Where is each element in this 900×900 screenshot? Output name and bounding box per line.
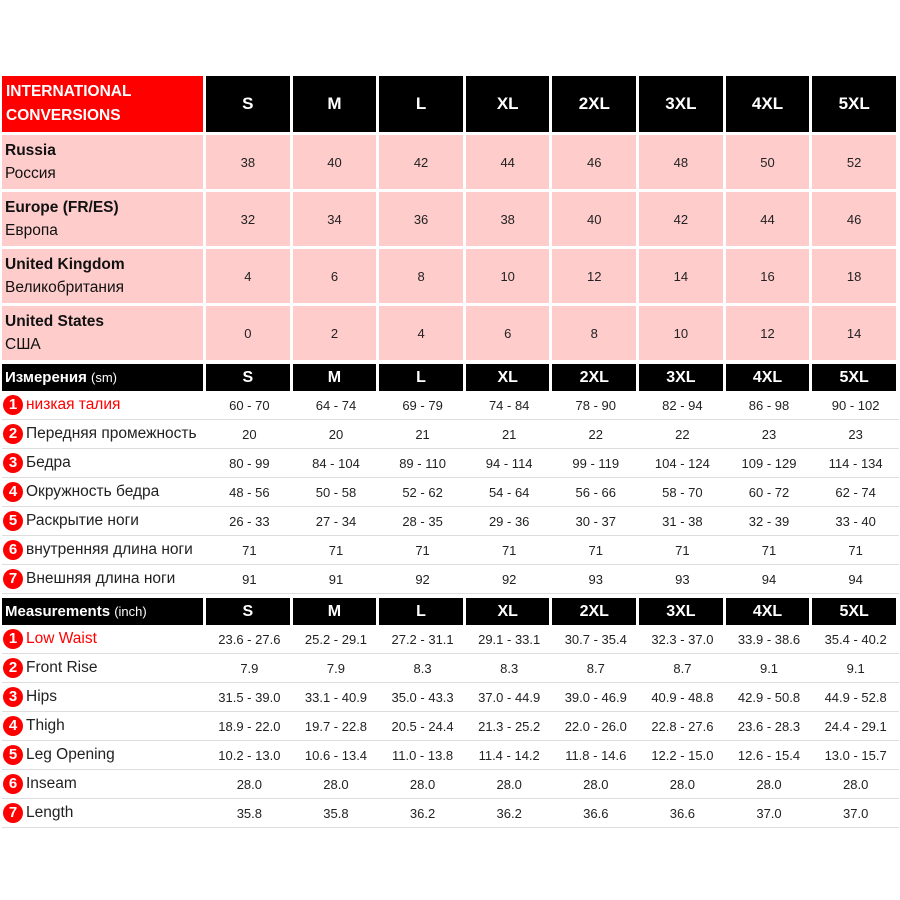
measurement-label bbox=[2, 565, 206, 594]
measurement-value-cell: 56 - 66 bbox=[552, 478, 639, 507]
conversion-value-cell: 6 bbox=[293, 246, 380, 303]
measurement-label bbox=[2, 449, 206, 478]
measurement-value-cell: 80 - 99 bbox=[206, 449, 293, 478]
conversion-value-cell: 44 bbox=[726, 189, 813, 246]
measurements-unit: (sm) bbox=[91, 370, 118, 385]
measurement-value-cell: 20 bbox=[206, 420, 293, 449]
measurement-row bbox=[2, 683, 899, 712]
measurement-value-cell: 52 - 62 bbox=[379, 478, 466, 507]
measurement-value-cell: 90 - 102 bbox=[812, 391, 899, 420]
measurement-value-cell: 48 - 56 bbox=[206, 478, 293, 507]
measurement-value-cell: 39.0 - 46.9 bbox=[552, 683, 639, 712]
measurement-value-cell: 10.2 - 13.0 bbox=[206, 741, 293, 770]
size-header-cell: 4XL bbox=[726, 594, 813, 625]
measurement-name: Leg Opening bbox=[26, 746, 115, 763]
measurement-name: Front Rise bbox=[26, 659, 98, 676]
conversion-value-cell: 10 bbox=[466, 246, 553, 303]
conversion-value-cell: 46 bbox=[552, 132, 639, 189]
conversions-title-line-1: INTERNATIONAL bbox=[6, 83, 132, 100]
conversion-value-cell: 42 bbox=[379, 132, 466, 189]
number-badge-icon: 7 bbox=[3, 569, 23, 589]
measurement-value-cell: 23 bbox=[726, 420, 813, 449]
size-header-cell: 5XL bbox=[812, 594, 899, 625]
measurement-value-cell: 32 - 39 bbox=[726, 507, 813, 536]
measurement-name: Hips bbox=[26, 688, 58, 705]
measurement-label bbox=[2, 683, 206, 712]
measurement-value-cell: 26 - 33 bbox=[206, 507, 293, 536]
measurement-value-cell: 8.3 bbox=[466, 654, 553, 683]
measurement-value-cell: 33 - 40 bbox=[812, 507, 899, 536]
number-badge-icon: 1 bbox=[3, 395, 23, 415]
measurement-value-cell: 21 bbox=[466, 420, 553, 449]
measurement-value-cell: 40.9 - 48.8 bbox=[639, 683, 726, 712]
number-badge-icon: 2 bbox=[3, 658, 23, 678]
measurement-row bbox=[2, 654, 899, 683]
measurements-header-row bbox=[2, 360, 899, 391]
size-header-cell: XL bbox=[466, 76, 553, 132]
measurement-value-cell: 23 bbox=[812, 420, 899, 449]
measurement-value-cell: 28.0 bbox=[639, 770, 726, 799]
measurement-value-cell: 36.6 bbox=[639, 799, 726, 828]
measurement-label bbox=[2, 536, 206, 565]
number-badge-icon: 3 bbox=[3, 687, 23, 707]
number-badge-icon: 3 bbox=[3, 453, 23, 473]
conversion-value-cell: 32 bbox=[206, 189, 293, 246]
measurement-value-cell: 114 - 134 bbox=[812, 449, 899, 478]
conversion-value-cell: 52 bbox=[812, 132, 899, 189]
measurement-name: низкая талия bbox=[26, 396, 121, 413]
conversions-title-line-2: CONVERSIONS bbox=[6, 107, 121, 124]
measurement-value-cell: 58 - 70 bbox=[639, 478, 726, 507]
measurement-label bbox=[2, 507, 206, 536]
measurement-value-cell: 92 bbox=[379, 565, 466, 594]
measurement-label bbox=[2, 478, 206, 507]
measurement-name: Внешняя длина ноги bbox=[26, 570, 176, 587]
measurement-value-cell: 84 - 104 bbox=[293, 449, 380, 478]
measurement-value-cell: 78 - 90 bbox=[552, 391, 639, 420]
measurement-value-cell: 33.9 - 38.6 bbox=[726, 625, 813, 654]
measurement-row bbox=[2, 770, 899, 799]
size-header-cell: XL bbox=[466, 360, 553, 391]
measurement-value-cell: 86 - 98 bbox=[726, 391, 813, 420]
number-badge-icon: 5 bbox=[3, 511, 23, 531]
measurement-value-cell: 33.1 - 40.9 bbox=[293, 683, 380, 712]
conversion-value-cell: 14 bbox=[639, 246, 726, 303]
measurement-value-cell: 109 - 129 bbox=[726, 449, 813, 478]
measurement-value-cell: 35.8 bbox=[293, 799, 380, 828]
measurement-name: Раскрытие ноги bbox=[26, 512, 139, 529]
measurement-label bbox=[2, 712, 206, 741]
conversion-value-cell: 38 bbox=[466, 189, 553, 246]
conversion-value-cell: 34 bbox=[293, 189, 380, 246]
measurement-value-cell: 28.0 bbox=[206, 770, 293, 799]
measurement-value-cell: 20 bbox=[293, 420, 380, 449]
measurement-value-cell: 54 - 64 bbox=[466, 478, 553, 507]
measurement-value-cell: 27.2 - 31.1 bbox=[379, 625, 466, 654]
measurement-value-cell: 12.6 - 15.4 bbox=[726, 741, 813, 770]
measurement-value-cell: 11.8 - 14.6 bbox=[552, 741, 639, 770]
measurement-value-cell: 94 bbox=[726, 565, 813, 594]
measurement-value-cell: 23.6 - 28.3 bbox=[726, 712, 813, 741]
size-header-cell: XL bbox=[466, 594, 553, 625]
measurements-title bbox=[2, 594, 206, 625]
measurement-value-cell: 60 - 72 bbox=[726, 478, 813, 507]
measurement-value-cell: 31.5 - 39.0 bbox=[206, 683, 293, 712]
conversion-value-cell: 12 bbox=[552, 246, 639, 303]
measurement-row bbox=[2, 536, 899, 565]
measurement-value-cell: 71 bbox=[206, 536, 293, 565]
measurement-value-cell: 28.0 bbox=[726, 770, 813, 799]
size-header-cell: S bbox=[206, 594, 293, 625]
number-badge-icon: 6 bbox=[3, 540, 23, 560]
size-header-cell: 2XL bbox=[552, 360, 639, 391]
conversion-value-cell: 44 bbox=[466, 132, 553, 189]
measurement-value-cell: 28.0 bbox=[466, 770, 553, 799]
measurement-value-cell: 9.1 bbox=[812, 654, 899, 683]
measurement-value-cell: 36.6 bbox=[552, 799, 639, 828]
measurement-value-cell: 11.0 - 13.8 bbox=[379, 741, 466, 770]
measurement-value-cell: 35.0 - 43.3 bbox=[379, 683, 466, 712]
measurement-name: Inseam bbox=[26, 775, 77, 792]
size-header-cell: M bbox=[293, 594, 380, 625]
measurements-title bbox=[2, 360, 206, 391]
measurement-value-cell: 19.7 - 22.8 bbox=[293, 712, 380, 741]
conversion-value-cell: 18 bbox=[812, 246, 899, 303]
size-header-cell: L bbox=[379, 360, 466, 391]
conversion-value-cell: 8 bbox=[379, 246, 466, 303]
conversion-value-cell: 16 bbox=[726, 246, 813, 303]
measurement-value-cell: 24.4 - 29.1 bbox=[812, 712, 899, 741]
conversions-title bbox=[2, 76, 206, 132]
size-header-cell: 5XL bbox=[812, 360, 899, 391]
measurement-value-cell: 21.3 - 25.2 bbox=[466, 712, 553, 741]
conversion-value-cell: 0 bbox=[206, 303, 293, 360]
measurement-label bbox=[2, 391, 206, 420]
measurement-name: Thigh bbox=[26, 717, 65, 734]
measurement-value-cell: 28.0 bbox=[812, 770, 899, 799]
measurement-row bbox=[2, 449, 899, 478]
measurements-title-text: Измерения bbox=[5, 369, 87, 386]
measurement-value-cell: 50 - 58 bbox=[293, 478, 380, 507]
number-badge-icon: 4 bbox=[3, 482, 23, 502]
measurement-value-cell: 22 bbox=[552, 420, 639, 449]
measurement-value-cell: 89 - 110 bbox=[379, 449, 466, 478]
conversion-value-cell: 38 bbox=[206, 132, 293, 189]
measurement-row bbox=[2, 507, 899, 536]
conversion-value-cell: 10 bbox=[639, 303, 726, 360]
country-name: Europe (FR/ES) bbox=[5, 199, 119, 216]
measurement-value-cell: 11.4 - 14.2 bbox=[466, 741, 553, 770]
measurement-value-cell: 32.3 - 37.0 bbox=[639, 625, 726, 654]
conversion-value-cell: 8 bbox=[552, 303, 639, 360]
conversion-row bbox=[2, 303, 899, 360]
measurement-value-cell: 60 - 70 bbox=[206, 391, 293, 420]
size-header-cell: S bbox=[206, 76, 293, 132]
measurement-name: Length bbox=[26, 804, 74, 821]
measurement-value-cell: 20.5 - 24.4 bbox=[379, 712, 466, 741]
conversion-value-cell: 36 bbox=[379, 189, 466, 246]
measurement-value-cell: 8.7 bbox=[639, 654, 726, 683]
measurement-value-cell: 28 - 35 bbox=[379, 507, 466, 536]
measurement-value-cell: 104 - 124 bbox=[639, 449, 726, 478]
number-badge-icon: 5 bbox=[3, 745, 23, 765]
measurement-value-cell: 8.7 bbox=[552, 654, 639, 683]
measurement-value-cell: 93 bbox=[639, 565, 726, 594]
country-name: Russia bbox=[5, 142, 56, 159]
measurements-unit: (inch) bbox=[114, 604, 147, 619]
size-header-cell: M bbox=[293, 360, 380, 391]
measurement-value-cell: 71 bbox=[552, 536, 639, 565]
measurement-row bbox=[2, 741, 899, 770]
measurement-value-cell: 13.0 - 15.7 bbox=[812, 741, 899, 770]
measurement-label bbox=[2, 770, 206, 799]
measurement-row bbox=[2, 391, 899, 420]
country-label bbox=[2, 189, 206, 246]
size-header-cell: 2XL bbox=[552, 76, 639, 132]
measurement-name: Окружность бедра bbox=[26, 483, 160, 500]
conversion-value-cell: 40 bbox=[293, 132, 380, 189]
measurement-value-cell: 10.6 - 13.4 bbox=[293, 741, 380, 770]
size-header-cell: 4XL bbox=[726, 76, 813, 132]
country-local-name: США bbox=[5, 336, 41, 353]
measurement-value-cell: 29.1 - 33.1 bbox=[466, 625, 553, 654]
measurement-name: Передняя промежность bbox=[26, 425, 197, 442]
measurement-value-cell: 94 bbox=[812, 565, 899, 594]
measurement-label bbox=[2, 799, 206, 828]
measurement-label bbox=[2, 654, 206, 683]
measurement-value-cell: 29 - 36 bbox=[466, 507, 553, 536]
country-local-name: Европа bbox=[5, 222, 58, 239]
measurement-value-cell: 36.2 bbox=[466, 799, 553, 828]
measurement-value-cell: 62 - 74 bbox=[812, 478, 899, 507]
conversion-row bbox=[2, 189, 899, 246]
conversion-value-cell: 4 bbox=[206, 246, 293, 303]
number-badge-icon: 2 bbox=[3, 424, 23, 444]
measurement-value-cell: 92 bbox=[466, 565, 553, 594]
size-header-cell: 4XL bbox=[726, 360, 813, 391]
measurement-value-cell: 91 bbox=[293, 565, 380, 594]
measurement-value-cell: 7.9 bbox=[293, 654, 380, 683]
conversion-value-cell: 6 bbox=[466, 303, 553, 360]
country-name: United Kingdom bbox=[5, 256, 125, 273]
conversion-value-cell: 48 bbox=[639, 132, 726, 189]
country-name: United States bbox=[5, 313, 105, 330]
measurement-value-cell: 44.9 - 52.8 bbox=[812, 683, 899, 712]
measurement-value-cell: 94 - 114 bbox=[466, 449, 553, 478]
conversion-value-cell: 42 bbox=[639, 189, 726, 246]
size-header-cell: L bbox=[379, 76, 466, 132]
measurement-row bbox=[2, 478, 899, 507]
measurement-value-cell: 31 - 38 bbox=[639, 507, 726, 536]
country-label bbox=[2, 303, 206, 360]
measurement-value-cell: 28.0 bbox=[293, 770, 380, 799]
measurement-value-cell: 7.9 bbox=[206, 654, 293, 683]
size-chart-table bbox=[2, 76, 899, 828]
conversion-row bbox=[2, 246, 899, 303]
measurement-value-cell: 82 - 94 bbox=[639, 391, 726, 420]
conversions-header-row bbox=[2, 76, 899, 132]
measurement-row bbox=[2, 565, 899, 594]
measurement-value-cell: 91 bbox=[206, 565, 293, 594]
size-header-cell: 3XL bbox=[639, 360, 726, 391]
measurement-value-cell: 71 bbox=[293, 536, 380, 565]
measurement-value-cell: 37.0 - 44.9 bbox=[466, 683, 553, 712]
measurement-value-cell: 37.0 bbox=[726, 799, 813, 828]
size-header-cell: S bbox=[206, 360, 293, 391]
conversion-row bbox=[2, 132, 899, 189]
measurement-value-cell: 27 - 34 bbox=[293, 507, 380, 536]
measurement-label bbox=[2, 741, 206, 770]
measurement-value-cell: 36.2 bbox=[379, 799, 466, 828]
size-header-cell: 3XL bbox=[639, 76, 726, 132]
measurement-value-cell: 35.4 - 40.2 bbox=[812, 625, 899, 654]
measurement-value-cell: 22 bbox=[639, 420, 726, 449]
measurement-value-cell: 23.6 - 27.6 bbox=[206, 625, 293, 654]
measurement-name: внутренняя длина ноги bbox=[26, 541, 193, 558]
size-chart bbox=[2, 76, 899, 828]
measurement-value-cell: 37.0 bbox=[812, 799, 899, 828]
measurement-row bbox=[2, 712, 899, 741]
measurement-value-cell: 69 - 79 bbox=[379, 391, 466, 420]
measurement-value-cell: 30.7 - 35.4 bbox=[552, 625, 639, 654]
measurement-value-cell: 71 bbox=[639, 536, 726, 565]
measurement-value-cell: 21 bbox=[379, 420, 466, 449]
country-label bbox=[2, 246, 206, 303]
number-badge-icon: 1 bbox=[3, 629, 23, 649]
conversion-value-cell: 14 bbox=[812, 303, 899, 360]
measurement-value-cell: 28.0 bbox=[379, 770, 466, 799]
measurement-value-cell: 42.9 - 50.8 bbox=[726, 683, 813, 712]
measurement-value-cell: 22.0 - 26.0 bbox=[552, 712, 639, 741]
measurement-value-cell: 35.8 bbox=[206, 799, 293, 828]
measurement-value-cell: 71 bbox=[379, 536, 466, 565]
measurement-name: Бедра bbox=[26, 454, 71, 471]
measurement-label bbox=[2, 625, 206, 654]
size-header-cell: 3XL bbox=[639, 594, 726, 625]
size-header-cell: 5XL bbox=[812, 76, 899, 132]
measurement-value-cell: 30 - 37 bbox=[552, 507, 639, 536]
conversion-value-cell: 12 bbox=[726, 303, 813, 360]
number-badge-icon: 6 bbox=[3, 774, 23, 794]
size-header-cell: L bbox=[379, 594, 466, 625]
conversion-value-cell: 2 bbox=[293, 303, 380, 360]
country-label bbox=[2, 132, 206, 189]
conversion-value-cell: 40 bbox=[552, 189, 639, 246]
measurement-value-cell: 71 bbox=[812, 536, 899, 565]
measurement-name: Low Waist bbox=[26, 630, 97, 647]
measurement-value-cell: 71 bbox=[726, 536, 813, 565]
country-local-name: Россия bbox=[5, 165, 56, 182]
conversion-value-cell: 4 bbox=[379, 303, 466, 360]
measurement-value-cell: 99 - 119 bbox=[552, 449, 639, 478]
measurement-row bbox=[2, 625, 899, 654]
measurement-value-cell: 8.3 bbox=[379, 654, 466, 683]
measurement-value-cell: 25.2 - 29.1 bbox=[293, 625, 380, 654]
measurements-header-row bbox=[2, 594, 899, 625]
measurement-value-cell: 9.1 bbox=[726, 654, 813, 683]
number-badge-icon: 7 bbox=[3, 803, 23, 823]
country-local-name: Великобритания bbox=[5, 279, 125, 296]
measurement-value-cell: 28.0 bbox=[552, 770, 639, 799]
measurement-value-cell: 18.9 - 22.0 bbox=[206, 712, 293, 741]
conversion-value-cell: 50 bbox=[726, 132, 813, 189]
measurement-value-cell: 64 - 74 bbox=[293, 391, 380, 420]
size-header-cell: 2XL bbox=[552, 594, 639, 625]
size-header-cell: M bbox=[293, 76, 380, 132]
measurement-row bbox=[2, 799, 899, 828]
measurement-value-cell: 22.8 - 27.6 bbox=[639, 712, 726, 741]
measurement-row bbox=[2, 420, 899, 449]
conversion-value-cell: 46 bbox=[812, 189, 899, 246]
measurement-value-cell: 93 bbox=[552, 565, 639, 594]
measurements-title-text: Measurements bbox=[5, 603, 111, 620]
measurement-value-cell: 71 bbox=[466, 536, 553, 565]
measurement-value-cell: 74 - 84 bbox=[466, 391, 553, 420]
measurement-label bbox=[2, 420, 206, 449]
number-badge-icon: 4 bbox=[3, 716, 23, 736]
measurement-value-cell: 12.2 - 15.0 bbox=[639, 741, 726, 770]
